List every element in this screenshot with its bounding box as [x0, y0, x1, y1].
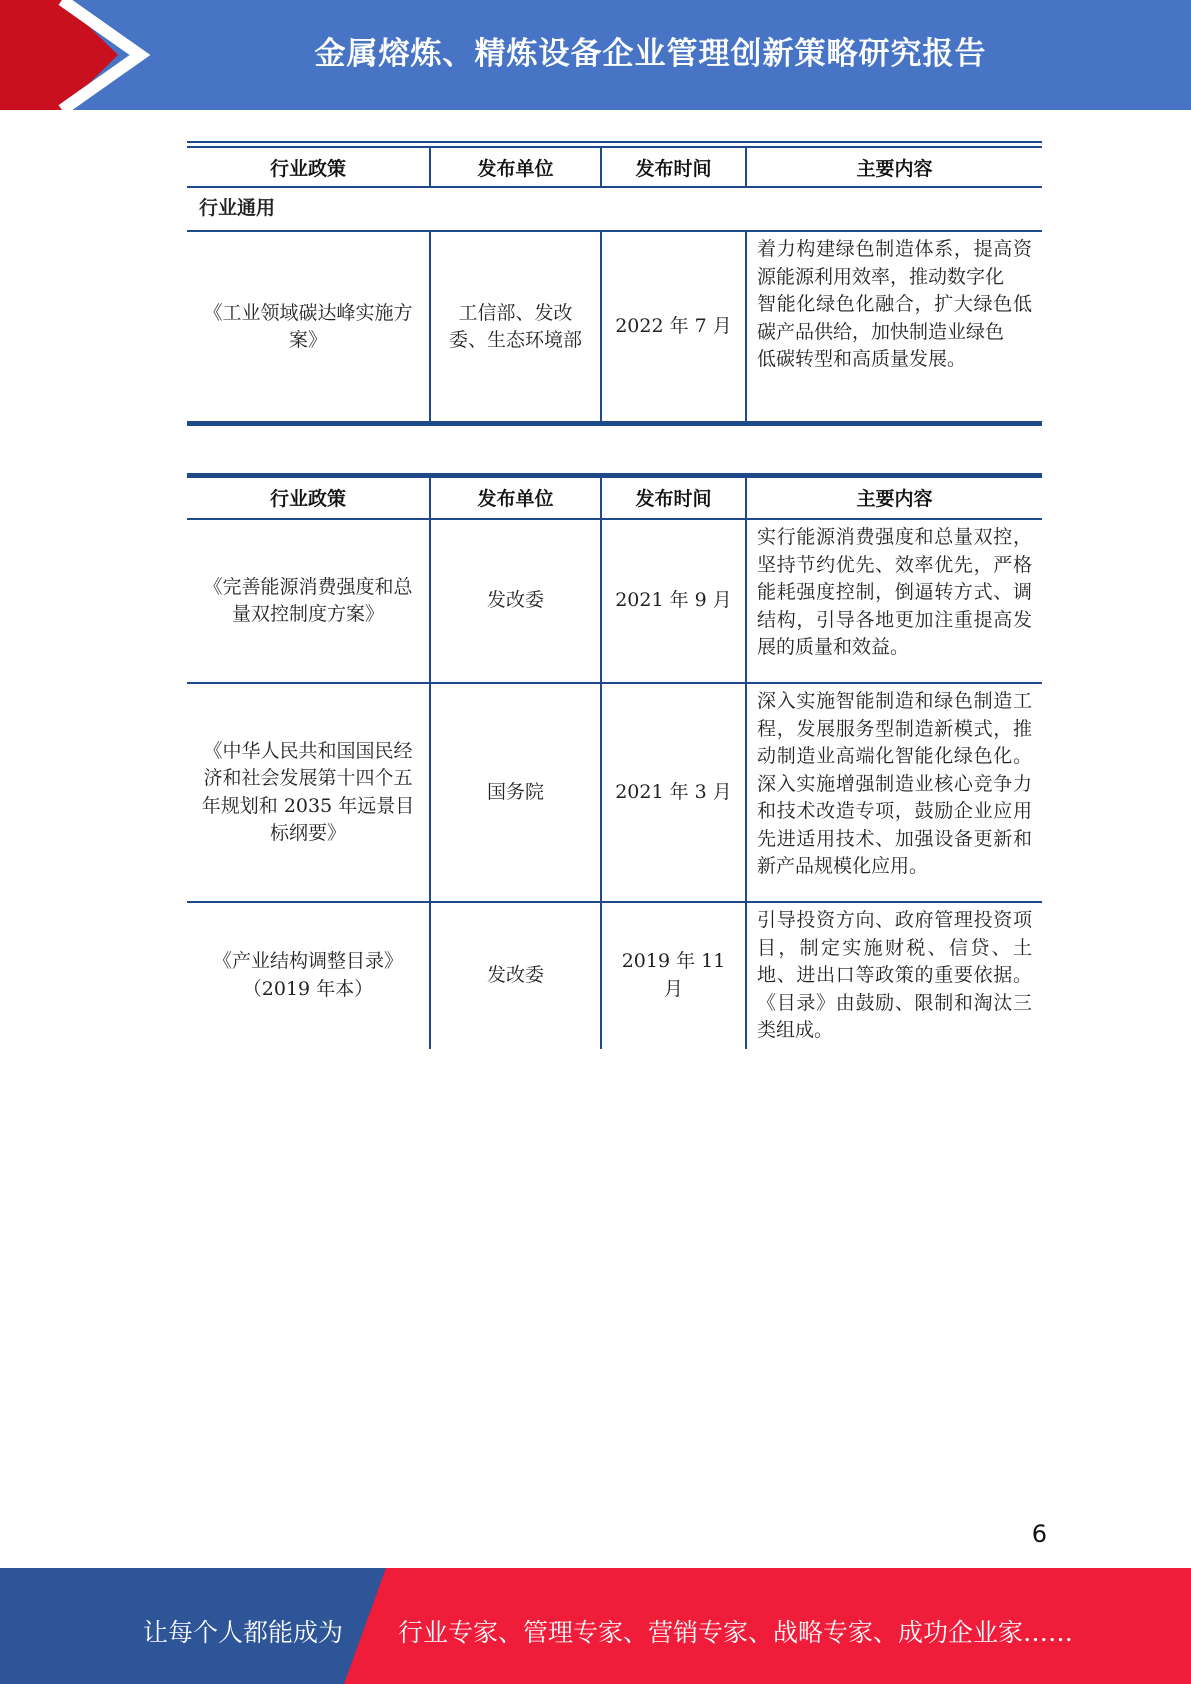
table-row [187, 902, 1042, 1049]
table2-viewport [187, 477, 1042, 1049]
policy-name: 《产业结构调整目录》（2019 年本） [187, 902, 430, 1049]
policy-table-1 [187, 148, 1042, 424]
header-policy: 行业政策 [187, 148, 430, 187]
policy-name: 《工业领域碳达峰实施方案》 [187, 231, 430, 423]
table1-bottom-rule [187, 421, 1042, 426]
header-issuer: 发布单位 [430, 477, 601, 519]
header-date: 发布时间 [601, 477, 746, 519]
policy-content: 实行能源消费强度和总量双控，坚持节约优先、效率优先，严格能耗强度控制，倒逼转方式、调结构，引导各地更加注重提高发展的质量和效益。 [746, 519, 1042, 683]
policy-name: 《中华人民共和国国民经济和社会发展第十四个五年规划和 2035 年远景目标纲要》 [187, 683, 430, 902]
policy-content: 深入实施智能制造和绿色制造工程，发展服务型制造新模式，推动制造业高端化智能化绿色化。深入实施增强制造业核心竞争力和技术改造专项，鼓励企业应用先进适用技术、加强设备更新和新产品规模化应用。 [746, 683, 1042, 902]
policy-date: 2021 年 3 月 [601, 683, 746, 902]
header-content: 主要内容 [746, 148, 1042, 187]
policy-date: 2021 年 9 月 [601, 519, 746, 683]
table1-top-rule [187, 141, 1042, 143]
table-header-row [187, 148, 1042, 187]
table-header-row [187, 477, 1042, 519]
footer-slogan-left: 让每个人都能成为 [143, 1618, 344, 1647]
policy-content: 引导投资方向、政府管理投资项目，制定实施财税、信贷、土地、进出口等政策的重要依据。《目录》由鼓励、限制和淘汰三类组成。 [746, 902, 1042, 1049]
header-issuer: 发布单位 [430, 148, 601, 187]
header-policy: 行业政策 [187, 477, 430, 519]
policy-issuer: 国务院 [430, 683, 601, 902]
policy-table-2 [187, 477, 1042, 1049]
header-date: 发布时间 [601, 148, 746, 187]
footer-slogan-right: 行业专家、管理专家、营销专家、战略专家、成功企业家…… [398, 1618, 1074, 1647]
section-row [187, 187, 1042, 231]
table-row [187, 231, 1042, 423]
section-label: 行业通用 [187, 187, 1042, 231]
header-content: 主要内容 [746, 477, 1042, 519]
chevron-arrow-icon [0, 0, 160, 110]
policy-name: 《完善能源消费强度和总量双控制度方案》 [187, 519, 430, 683]
table-row [187, 683, 1042, 902]
page-header [0, 0, 1191, 110]
policy-issuer: 工信部、发改委、生态环境部 [430, 231, 601, 423]
policy-date: 2022 年 7 月 [601, 231, 746, 423]
report-title: 金属熔炼、精炼设备企业管理创新策略研究报告 [314, 36, 987, 72]
policy-content: 着力构建绿色制造体系，提高资源能源利用效率，推动数字化 智能化绿色化融合，扩大绿色低碳产品供给，加快制造业绿色 低碳转型和高质量发展。 [746, 231, 1042, 423]
policy-issuer: 发改委 [430, 902, 601, 1049]
table-row [187, 519, 1042, 683]
page-number: 6 [1031, 1520, 1047, 1548]
policy-issuer: 发改委 [430, 519, 601, 683]
policy-date: 2019 年 11 月 [601, 902, 746, 1049]
